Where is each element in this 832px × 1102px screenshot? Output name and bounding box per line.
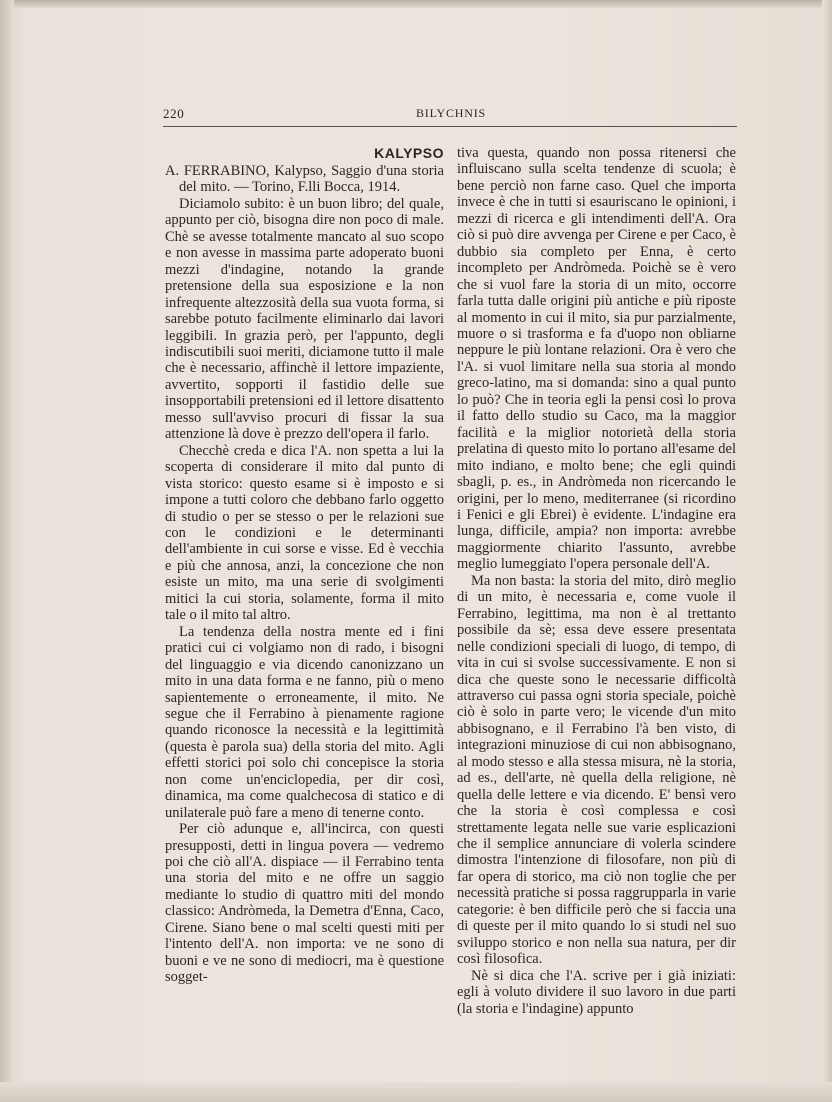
paragraph: Checchè creda e dica l'A. non spetta a lui la scoperta di considerare il mito dal punto di vista storico: questo esame si è imposto e si impone a tutti coloro che debbano farlo oggetto di studio o per se stesso o per le relazioni sue con le condizioni e le determinanti dell'ambiente in cui sorse e visse. Ed è vecchia e più che annosa, anzi, la concezione che non esiste un mito, ma una serie di svolgimenti mitici la cui storia, solamente, forma il mito tale o il mito tal altro. — [165, 442, 444, 624]
page-header — [163, 106, 737, 124]
paragraph: tiva questa, quando non possa ritenersi che influiscano sulla scelta tendenze di scuola; è bene perciò non farne caso. Quel che importa invece è che in tutti si esauriscano le opinioni, i mezzi di ricerca e gli intendimenti dell'A. Ora ciò si può dire avvenga per Cirene e per Caco, è dubbio sia completo per Enna, è certo incompleto per Andròmeda. Poichè se è vero che si vuol fare la storia di un mito, occorre farla tutta dalle origini più antiche e più riposte al momento in cui il mito, sia pur parzialmente, muore o si trasforma e fa d'uopo non obliarne neppure le più lontane relazioni. Ora è vero che l'A. si vuol limitare nella sua storia al mondo greco-latino, ma si domanda: sino a qual punto lo può? Che in teoria egli la pensi così lo prova il fatto dello studio su Caco, ma la maggior facilità e la miglior notorietà della storia prelatina di questo mito lo portano all'esame del mito indiano, e molto bene; che egli quindi sbagli, p. es., in Andròmeda non ricercando le origini, per lo meno, mediterranee (si ricordino i Fenici e gli Ebrei) è evidente. L'indagine era lunga, difficile, ampia? non importa: avrebbe maggiormente chiarito l'assunto, avrebbe meglio lumeggiato l'opera personale dell'A. — [457, 145, 736, 573]
page-left-edge — [0, 0, 14, 1102]
running-head: BILYCHNIS — [416, 106, 487, 120]
header-rule — [163, 126, 737, 127]
paragraph: Ma non basta: la storia del mito, dirò meglio di un mito, è necessaria e, come vuole il Ferrabino, legittima, ma non è al trettanto possibile da sè; essa deve essere presentata nelle condizioni speciali di luogo, di tempo, di vita in cui si svolse successivamente. E non si dica che queste sono le necessarie difficoltà attraverso cui passa ogni storia speciale, poichè ciò è solo in parte vero; le vicende d'un mito abbisognano, e il Ferrabino l'à ben visto, di integrazioni minuziose di cui non abbisognano, al modo stesso e alla stessa misura, nè la storia, ad es., dell'arte, nè quella della religione, nè quella delle lettere e via dicendo. E' bensì vero che la storia è così complessa e così strettamente legata nelle sue varie esplicazioni che il semplice annunciare di volerla scindere dimostra l'intenzione di filosofare, non più di far opera di storico, ma ciò non toglie che per necessità pratiche si possa raggrupparla in varie categorie: è ben difficile però che si faccia una di queste per il mito quando lo si studi nel suo sviluppo storico e non nella sua natura, per dir così filosofica. — [457, 572, 736, 968]
paragraph: La tendenza della nostra mente ed i fini pratici cui ci volgiamo non di rado, i bisogni del linguaggio e via dicendo canonizzano un mito in una data forma e ne fanno, più o meno sapientemente o erroneamente, il mito. Ne segue che il Ferrabino à pienamente ragione quando riconosce la necessità e la legittimità (questa è parola sua) della storia del mito. Agli effetti storici poi solo chi concepisce la storia non come un'enciclopedia, per dir così, dinamica, ma come qualchecosa di statico e di unilaterale può fare a meno di tenerne conto. — [165, 623, 444, 821]
page-number: 220 — [163, 106, 185, 121]
page-right-edge — [822, 0, 832, 1102]
paragraph: Per ciò adunque e, all'incirca, con questi presupposti, detti in lingua povera — vedremo poi che ciò all'A. dispiace — il Ferrabino tenta una storia del mito e ne offre un saggio mediante lo studio di quattro miti del mondo classico: Andròmeda, la Demetra d'Enna, Caco, Cirene. Siano bene o mal scelti questi miti per l'intento dell'A. non importa: ve ne sono di buoni e ve ne sono di mediocri, ma è questione sogget- — [165, 821, 444, 986]
left-column — [165, 145, 444, 986]
right-column — [457, 145, 736, 1017]
section-title: KALYPSO — [374, 145, 444, 161]
paragraph: Diciamolo subito: è un buon libro; del quale, appunto per ciò, bisogna dire non poco di male. Chè se avesse totalmente mancato al suo scopo e non avesse in massima parte adoperato buoni mezzi d'indagine, notando la grande pretensione della sua esposizione e la non infrequente altezzosità della sua vuota forma, si sarebbe potuto facilmente eliminarlo dai lavori leggibili. In grazia però, per l'appunto, degli indiscutibili suoi meriti, diciamone tutto il male che è necessario, affinchè il lettore impaziente, avvertito, sopporti il fastidio delle sue insopportabili pretensioni ed il lettore disattento messo sull'avviso procuri di fissar la sua attenzione là dove è prezzo dell'opera il farlo. — [165, 195, 444, 443]
page-bottom-edge — [0, 1082, 832, 1102]
paragraph: Nè si dica che l'A. scrive per i già iniziati: egli à voluto dividere il suo lavoro in due parti (la storia e l'indagine) appunto — [457, 967, 736, 1017]
book-citation: A. FERRABINO, Kalypso, Saggio d'una storia del mito. — Torino, F.lli Bocca, 1914. — [165, 163, 444, 196]
page-top-edge — [0, 0, 832, 8]
